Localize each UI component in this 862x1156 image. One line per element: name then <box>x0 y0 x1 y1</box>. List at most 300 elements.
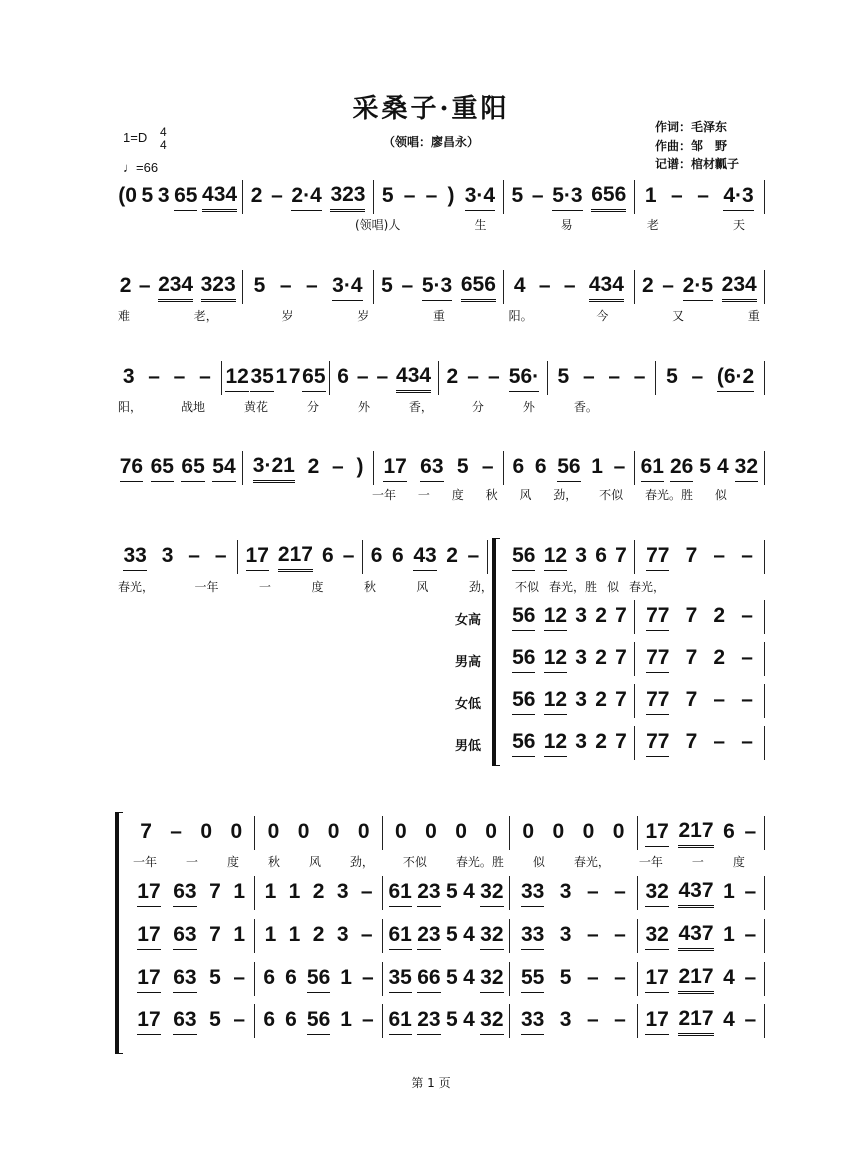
note: 0 <box>395 820 407 843</box>
measure <box>510 816 637 850</box>
measure <box>243 180 373 214</box>
lyric-syllable: 一 <box>691 855 704 869</box>
note: – <box>582 365 595 388</box>
lyric-syllable: 一年 <box>638 855 663 869</box>
staff-line <box>505 600 765 634</box>
lyric-syllable: 分 <box>306 400 319 414</box>
note: – <box>713 688 726 711</box>
note: – <box>401 274 414 297</box>
note: – <box>488 365 500 388</box>
note: 7 <box>685 604 698 627</box>
staff-line <box>505 642 765 676</box>
measure <box>548 361 657 395</box>
lyric-syllable: 一 <box>417 488 430 502</box>
note: – <box>741 730 753 753</box>
note: 1 <box>288 923 301 946</box>
lyric-syllable: 生 <box>474 218 487 232</box>
note: 63 <box>173 1008 196 1035</box>
note: 3·4 <box>332 274 362 301</box>
note: – <box>741 544 753 567</box>
note: – <box>425 184 438 207</box>
note: 7 <box>685 730 698 753</box>
note: 3 <box>575 544 587 567</box>
staff-line <box>128 816 765 850</box>
note: – <box>744 923 757 946</box>
note: 1 <box>264 923 277 946</box>
note: – <box>342 544 355 567</box>
lyric-syllable: 今 <box>596 309 609 323</box>
note: 33 <box>521 880 544 907</box>
lyric-syllable: 一 <box>185 855 198 869</box>
system-bracket <box>492 538 500 766</box>
staff-line <box>505 684 765 718</box>
measure <box>363 540 488 574</box>
note: 0 <box>455 820 467 843</box>
note: 12 <box>225 365 248 392</box>
note: 12 <box>544 646 567 673</box>
note: 3 <box>559 923 572 946</box>
note: 3 <box>575 730 587 753</box>
staff-line <box>505 726 765 760</box>
lyric-syllable: 黄花 <box>243 400 268 414</box>
note: 2 <box>119 274 132 297</box>
note: 0 <box>267 820 280 843</box>
note: – <box>744 966 757 989</box>
note: 56 <box>512 544 535 571</box>
lyric-syllable: 春光， <box>118 580 155 594</box>
note: 23 <box>417 923 440 950</box>
measure <box>638 919 765 953</box>
measure <box>128 962 255 996</box>
note: 5 <box>456 455 469 478</box>
note: 33 <box>123 544 146 571</box>
staff-line <box>113 361 765 395</box>
measure <box>374 451 504 485</box>
lyric-syllable: 不似 <box>515 580 540 594</box>
lyrics-line <box>355 216 745 233</box>
note: 1 <box>275 365 288 388</box>
note: 17 <box>137 880 160 907</box>
note: 1 <box>644 184 657 207</box>
note: 3 <box>575 604 587 627</box>
lyric-syllable: 春光，胜 <box>548 580 597 594</box>
note: 5 <box>381 274 393 297</box>
note: 32 <box>480 1008 503 1035</box>
measure <box>255 919 382 953</box>
note: 2 <box>446 365 459 388</box>
lyric-syllable: 不似 <box>402 855 427 869</box>
lyric-syllable: 香， <box>408 400 433 414</box>
note: 2 <box>641 274 654 297</box>
lyrics-line <box>133 853 745 870</box>
note: 5 <box>666 365 678 388</box>
note: 61 <box>641 455 664 482</box>
note: 7 <box>209 923 221 946</box>
note: 3 <box>575 646 587 669</box>
note: 1 <box>288 880 301 903</box>
note: 437 <box>678 922 713 951</box>
note: 5 <box>209 966 221 989</box>
note: 1 <box>723 880 735 903</box>
note: 35 <box>250 365 273 392</box>
note: – <box>613 455 626 478</box>
note: 32 <box>735 455 758 482</box>
note: 7 <box>615 544 627 567</box>
note: 56 <box>512 730 535 757</box>
note: 65 <box>174 184 197 211</box>
measure <box>505 600 635 634</box>
lyric-syllable: 一年 <box>194 580 219 594</box>
note: 6 <box>285 1008 297 1031</box>
note: – <box>614 966 626 989</box>
measure <box>638 962 765 996</box>
note: 7 <box>685 544 698 567</box>
lyric-syllable: 劲， <box>349 855 374 869</box>
note: 2 <box>595 730 607 753</box>
lyric-syllable: 外 <box>357 400 370 414</box>
time-bottom: 4 <box>160 138 167 152</box>
note: 77 <box>646 604 669 631</box>
measure <box>330 361 439 395</box>
measure <box>128 876 255 910</box>
note: 217 <box>678 965 713 994</box>
note: 7 <box>685 688 698 711</box>
note: 3 <box>336 880 349 903</box>
note: 17 <box>137 966 160 993</box>
note: – <box>481 455 494 478</box>
note: 7 <box>615 646 627 669</box>
lyric-syllable: 老 <box>646 218 659 232</box>
note: 61 <box>389 923 412 950</box>
note: 1 <box>233 923 246 946</box>
note: 4 <box>723 1008 735 1031</box>
note: 5 <box>209 1008 221 1031</box>
note: 32 <box>480 966 503 993</box>
note: – <box>531 184 544 207</box>
note: – <box>332 455 344 478</box>
note: 656 <box>591 183 626 212</box>
note: 0 <box>357 820 370 843</box>
note: 12 <box>544 730 567 757</box>
note: – <box>741 604 753 627</box>
lyric-syllable: 天 <box>732 218 745 232</box>
measure <box>505 684 635 718</box>
note: 5 <box>699 455 711 478</box>
note: 6 <box>337 365 349 388</box>
measure <box>510 962 637 996</box>
note: 2 <box>713 646 726 669</box>
note: 1 <box>340 966 352 989</box>
lyric-syllable: 似 <box>714 488 727 502</box>
measure <box>635 600 765 634</box>
note: 5 <box>446 966 458 989</box>
note: 63 <box>420 455 443 482</box>
lyric-syllable: 阳， <box>118 400 143 414</box>
measure <box>510 876 637 910</box>
note: ) <box>356 455 364 478</box>
measure <box>383 919 510 953</box>
measure <box>222 361 331 395</box>
score-title: 采桑子·重阳 <box>352 94 510 124</box>
note: 217 <box>678 1007 713 1036</box>
note: 656 <box>461 273 496 302</box>
note: – <box>233 966 246 989</box>
note: 43 <box>413 544 436 571</box>
note: – <box>233 1008 246 1031</box>
lyric-syllable: 度 <box>311 580 324 594</box>
transcriber: 记谱：棺材瓤子 <box>655 157 740 171</box>
note: ) <box>447 184 455 207</box>
lyric-syllable: 重 <box>432 309 445 323</box>
measure <box>638 816 765 850</box>
measure <box>638 1004 765 1038</box>
lyrics-line <box>118 578 493 595</box>
note: (0 <box>118 184 137 207</box>
note: 17 <box>137 1008 160 1035</box>
note: 0 <box>230 820 243 843</box>
measure <box>113 180 243 214</box>
lyric-syllable: 一年 <box>372 488 397 502</box>
note: – <box>538 274 551 297</box>
measure <box>635 642 765 676</box>
measure <box>635 270 765 304</box>
note: 5 <box>557 365 570 388</box>
note: 0 <box>582 820 595 843</box>
lyricist: 作词：毛泽东 <box>655 120 728 134</box>
note: – <box>586 966 599 989</box>
note: 2 <box>312 923 325 946</box>
note: – <box>360 880 373 903</box>
note: 56 <box>307 1008 330 1035</box>
note: 4·3 <box>723 184 753 211</box>
note: 2 <box>250 184 263 207</box>
measure <box>638 876 765 910</box>
note: – <box>586 1008 599 1031</box>
note: 77 <box>646 730 669 757</box>
note: 26 <box>670 455 693 482</box>
note: 17 <box>645 820 668 847</box>
time-signature <box>160 126 167 152</box>
note: 65 <box>151 455 174 482</box>
measure <box>238 540 363 574</box>
note: – <box>138 274 151 297</box>
note: 23 <box>417 880 440 907</box>
lyric-syllable: 岁 <box>281 309 294 323</box>
note: 1 <box>233 880 246 903</box>
note: 77 <box>646 646 669 673</box>
note: 33 <box>521 1008 544 1035</box>
note: 323 <box>330 183 365 212</box>
note: 2·4 <box>291 184 321 211</box>
lyric-syllable: 战地 <box>180 400 205 414</box>
note: 3 <box>157 184 170 207</box>
note: 4 <box>463 1008 475 1031</box>
measure <box>128 919 255 953</box>
note: 4 <box>513 274 526 297</box>
note: 434 <box>589 273 624 302</box>
note: 12 <box>544 688 567 715</box>
lyric-syllable: 秋 <box>363 580 376 594</box>
lyric-syllable: 秋 <box>485 488 498 502</box>
note: – <box>744 820 757 843</box>
measure <box>128 1004 255 1038</box>
note: 56 <box>557 455 580 482</box>
lyric-syllable: 风 <box>416 580 429 594</box>
note: – <box>305 274 318 297</box>
staff-line <box>128 876 765 910</box>
note: 434 <box>202 183 237 212</box>
note: – <box>697 184 709 207</box>
note: 56· <box>509 365 539 392</box>
lyric-syllable: 风 <box>308 855 321 869</box>
lyric-syllable: 度 <box>226 855 239 869</box>
note: 2 <box>713 604 726 627</box>
note: 234 <box>158 273 193 302</box>
key-signature: 1=D <box>123 130 148 145</box>
note: 3 <box>336 923 349 946</box>
note: 1 <box>264 880 277 903</box>
note: 434 <box>396 364 431 393</box>
measure <box>243 270 373 304</box>
note: – <box>362 1008 374 1031</box>
note: 217 <box>678 819 713 848</box>
note: – <box>633 365 646 388</box>
lyric-syllable: 似 <box>532 855 545 869</box>
note: 61 <box>389 880 412 907</box>
staff-line <box>113 540 488 574</box>
measure <box>374 180 504 214</box>
note: 6 <box>723 820 735 843</box>
note: 56 <box>512 646 535 673</box>
note: – <box>170 820 182 843</box>
lyric-syllable: 劲， <box>468 580 493 594</box>
note: 5 <box>511 184 524 207</box>
lyric-syllable: 不似 <box>599 488 624 502</box>
note: 1 <box>340 1008 352 1031</box>
note: 77 <box>646 688 669 715</box>
part-label-alto: 女低 <box>455 697 482 712</box>
note: 63 <box>173 966 196 993</box>
time-top: 4 <box>160 125 167 139</box>
lyric-syllable: 春光， <box>628 580 665 594</box>
measure <box>505 726 635 760</box>
lyric-syllable: 易 <box>560 218 573 232</box>
note: 32 <box>645 923 668 950</box>
note: 2 <box>595 646 607 669</box>
note: – <box>356 365 369 388</box>
note: – <box>467 544 480 567</box>
note: 5 <box>559 966 572 989</box>
note: 3 <box>161 544 174 567</box>
note: 7 <box>209 880 221 903</box>
measure <box>113 270 243 304</box>
lyrics-line <box>372 486 727 503</box>
note: 12 <box>544 544 567 571</box>
lyric-syllable: 阳。 <box>508 309 533 323</box>
measure <box>635 540 765 574</box>
part-label-soprano: 女高 <box>455 613 482 628</box>
lyric-syllable: 度 <box>732 855 745 869</box>
note: 63 <box>173 880 196 907</box>
note: 32 <box>480 923 503 950</box>
note: 56 <box>512 688 535 715</box>
note: 5 <box>446 880 458 903</box>
note: 35 <box>389 966 412 993</box>
lyric-syllable: (领唱)人 <box>355 218 401 232</box>
note: 32 <box>480 880 503 907</box>
note: 66 <box>417 966 440 993</box>
note: 4 <box>716 455 729 478</box>
part-label-tenor: 男高 <box>455 655 482 670</box>
note: – <box>713 544 726 567</box>
note: 0 <box>425 820 437 843</box>
note: 7 <box>615 730 627 753</box>
note: 0 <box>552 820 565 843</box>
note: 65 <box>181 455 204 482</box>
measure <box>504 270 634 304</box>
note: 0 <box>327 820 340 843</box>
note: – <box>662 274 674 297</box>
note: 5 <box>253 274 266 297</box>
lyric-syllable: 重 <box>747 309 760 323</box>
note: 5·3 <box>422 274 452 301</box>
part-label-bass: 男低 <box>455 739 482 754</box>
note: 0 <box>200 820 213 843</box>
measure <box>128 816 255 850</box>
note: 12 <box>544 604 567 631</box>
lyric-syllable: 香。 <box>573 400 598 414</box>
note: 56 <box>307 966 330 993</box>
note: 17 <box>645 1008 668 1035</box>
staff-line <box>128 962 765 996</box>
note: 3·4 <box>465 184 495 211</box>
note: – <box>279 274 292 297</box>
composer: 作曲：邹 野 <box>655 139 728 153</box>
note: 17 <box>383 455 406 482</box>
lyric-syllable: 一年 <box>133 855 158 869</box>
note: 63 <box>173 923 196 950</box>
note: 1 <box>591 455 603 478</box>
note: 0 <box>522 820 535 843</box>
note: 17 <box>246 544 269 571</box>
note: – <box>691 365 704 388</box>
note: 2 <box>307 455 320 478</box>
measure <box>504 451 634 485</box>
note: – <box>148 365 160 388</box>
measure <box>113 540 238 574</box>
note: – <box>563 274 576 297</box>
staff-line <box>113 270 765 304</box>
lyric-syllable: 劲， <box>553 488 578 502</box>
note: 6 <box>392 544 404 567</box>
note: 7 <box>685 646 698 669</box>
note: 0 <box>297 820 310 843</box>
lyric-syllable: 老， <box>193 309 218 323</box>
note: 7 <box>288 365 301 388</box>
note: 6 <box>370 544 383 567</box>
staff-line <box>505 540 765 574</box>
lyric-syllable: 秋 <box>267 855 280 869</box>
tempo-marking: ♩=66 <box>123 160 159 175</box>
note: 7 <box>615 688 627 711</box>
note: 56 <box>512 604 535 631</box>
measure <box>255 876 382 910</box>
note: 0 <box>612 820 625 843</box>
note: 55 <box>521 966 544 993</box>
note: – <box>614 1008 626 1031</box>
lead-singer: （领唱：廖昌永） <box>382 135 479 149</box>
lyric-syllable: 度 <box>451 488 464 502</box>
